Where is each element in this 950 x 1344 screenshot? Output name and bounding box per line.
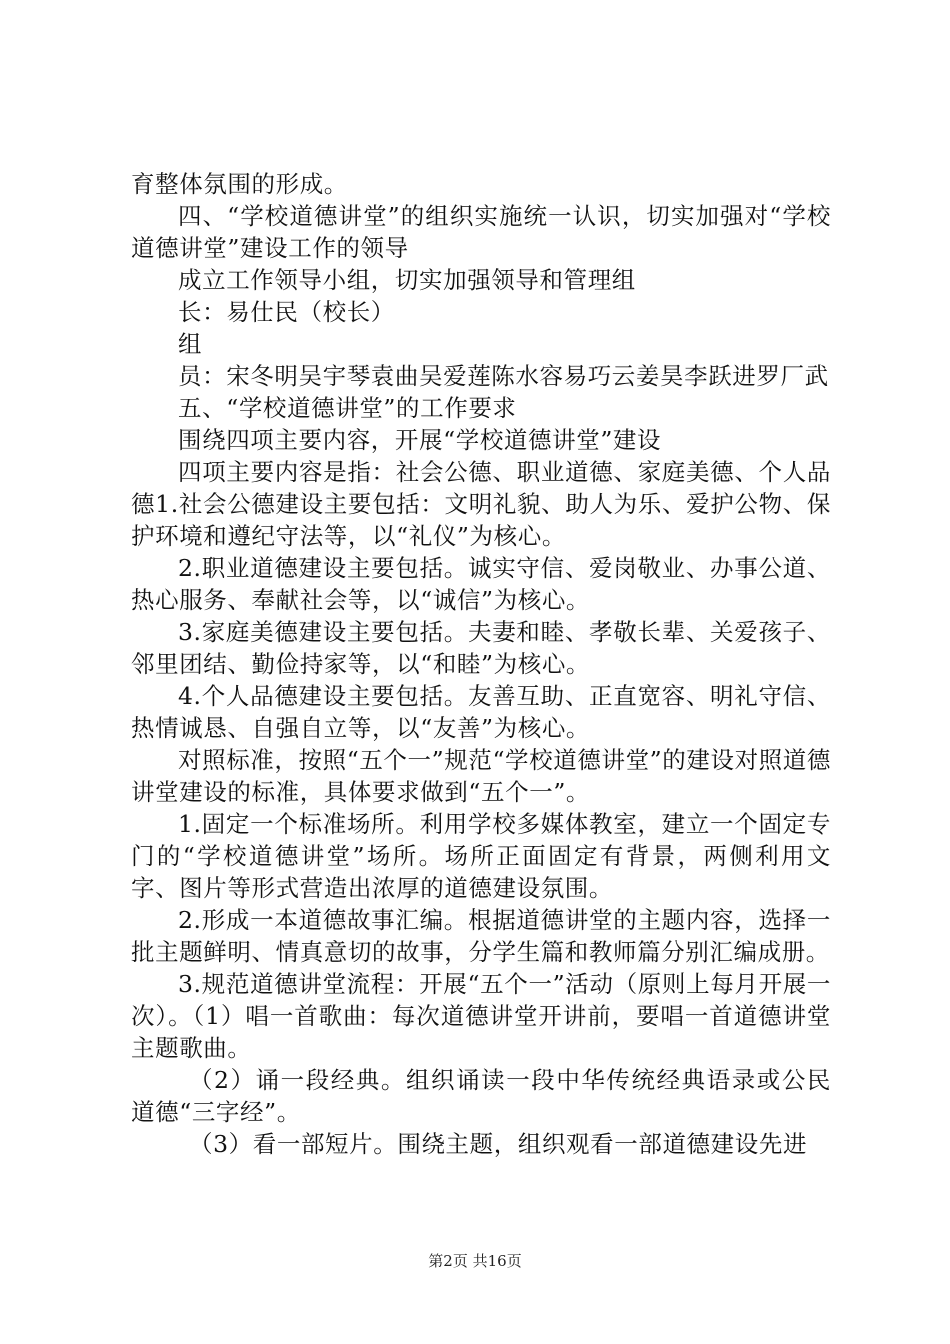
- paragraph-0: 育整体氛围的形成。: [131, 170, 348, 198]
- paragraph-7: 围绕四项主要内容，开展“学校道德讲堂”建设: [178, 426, 662, 454]
- paragraph-11: 4.个人品德建设主要包括。友善互助、正直宽容、明礼守信、热情诚恳、自强自立等，以“友善”为核心。: [131, 682, 831, 742]
- page-number-label: 第2页 共16页: [428, 1252, 522, 1270]
- paragraph-17: （3）看一部短片。围绕主题，组织观看一部道德建设先进: [189, 1130, 808, 1158]
- document-body: [131, 168, 831, 1160]
- paragraph-12: 对照标准，按照“五个一”规范“学校道德讲堂”的建设对照道德讲堂建设的标准，具体要求做到“五个一”。: [131, 746, 831, 806]
- paragraph-5-members: 员：宋冬明吴宇琴袁曲吴爱莲陈水容易巧云姜昊李跃进罗厂武: [178, 362, 829, 390]
- paragraph-13: 1.固定一个标准场所。利用学校多媒体教室，建立一个固定专门的“学校道德讲堂”场所。场所正面固定有背景，两侧利用文字、图片等形式营造出浓厚的道德建设氛围。: [131, 810, 831, 902]
- paragraph-8: 四项主要内容是指：社会公德、职业道德、家庭美德、个人品德1.社会公德建设主要包括：文明礼貌、助人为乐、爱护公物、保护环境和遵纪守法等，以“礼仪”为核心。: [131, 458, 831, 550]
- paragraph-9: 2.职业道德建设主要包括。诚实守信、爱岗敬业、办事公道、热心服务、奉献社会等，以“诚信”为核心。: [131, 554, 831, 614]
- paragraph-10: 3.家庭美德建设主要包括。夫妻和睦、孝敬长辈、关爱孩子、邻里团结、勤俭持家等，以“和睦”为核心。: [131, 618, 831, 678]
- page-footer: [0, 1250, 950, 1271]
- paragraph-6-section-five-heading: 五、“学校道德讲堂”的工作要求: [178, 394, 517, 422]
- paragraph-4: 组: [178, 330, 203, 358]
- paragraph-3-leader: 长：易仕民（校长）: [178, 298, 395, 326]
- paragraph-2: 成立工作领导小组，切实加强领导和管理组: [178, 266, 636, 294]
- paragraph-1-section-four-heading: 四、“学校道德讲堂”的组织实施统一认识，切实加强对“学校道德讲堂”建设工作的领导: [131, 202, 831, 262]
- paragraph-15: 3.规范道德讲堂流程：开展“五个一”活动（原则上每月开展一次）。（1）唱一首歌曲：每次道德讲堂开讲前，要唱一首道德讲堂主题歌曲。: [131, 970, 831, 1062]
- paragraph-14: 2.形成一本道德故事汇编。根据道德讲堂的主题内容，选择一批主题鲜明、情真意切的故事，分学生篇和教师篇分别汇编成册。: [131, 906, 831, 966]
- paragraph-16: （2）诵一段经典。组织诵读一段中华传统经典语录或公民道德“三字经”。: [131, 1066, 831, 1126]
